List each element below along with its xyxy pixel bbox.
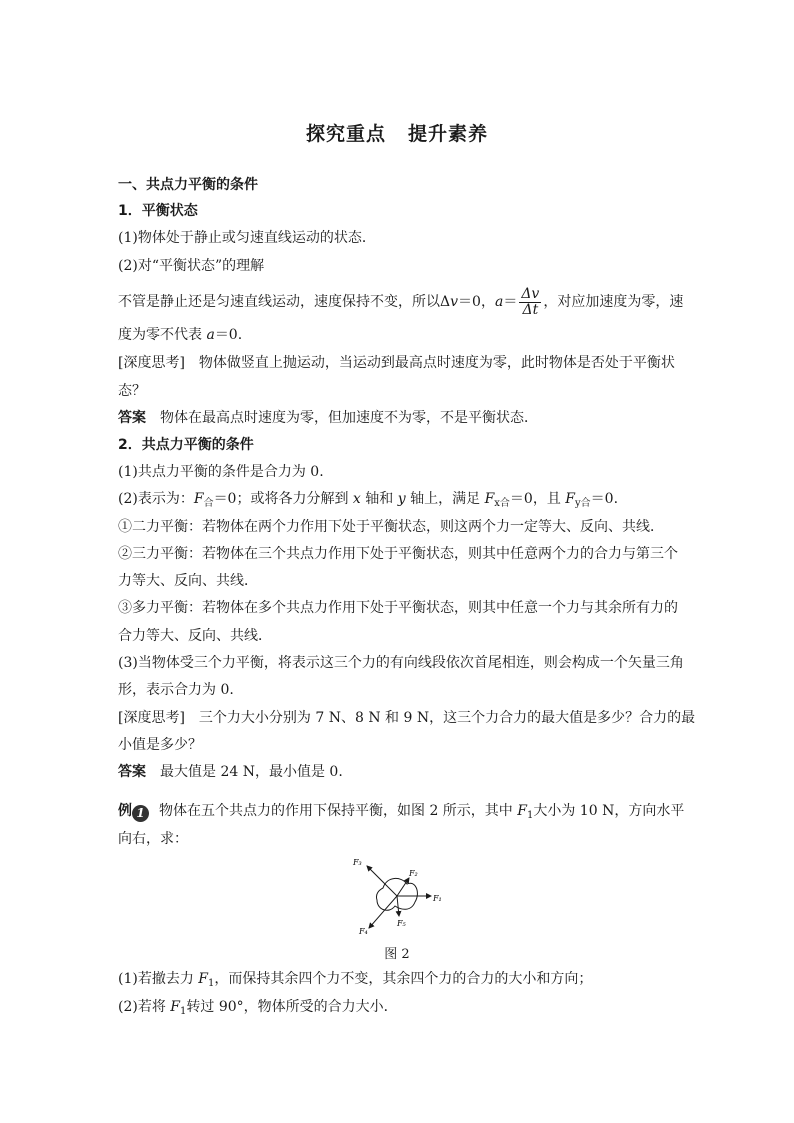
deep-think-2-line1: [深度思考] 三个力大小分别为 7 N、8 N 和 9 N，这三个力合力的最大值是多少？合力的最: [118, 710, 696, 726]
condition-c3: ①二力平衡：若物体在两个力作用下处于平衡状态，则这两个力一定等大、反向、共线．: [118, 519, 664, 535]
question-2: (2)若将 $F_1$转过 90°，物体所受的合力大小．: [118, 999, 398, 1017]
example-1-line1: 例 1 物体在五个共点力的作用下保持平衡，如图 2 所示，其中 $F_1$大小为 10 N，方向水平: [118, 803, 685, 821]
page-title: 探究重点 提升素养: [305, 123, 489, 145]
deep-think-2-line2: 小值是多少？: [118, 737, 202, 753]
condition-c1: (1)共点力平衡的条件是合力为 0.: [118, 464, 324, 480]
fraction-dv-dt: $\frac{\Delta v}{\Delta t}$: [521, 285, 540, 318]
answer-1: 答案 物体在最高点时速度为零，但加速度不为零，不是平衡状态．: [118, 410, 538, 426]
sub2-heading: 2．共点力平衡的条件: [118, 437, 254, 453]
section1-heading: 一、共点力平衡的条件: [118, 177, 258, 193]
condition-c7: 合力等大、反向、共线．: [118, 628, 272, 644]
example-number-badge: 1: [132, 805, 149, 822]
sub1-heading: 1．平衡状态: [118, 203, 198, 219]
condition-c8: (3)当物体受三个力平衡，将表示这三个力的有向线段依次首尾相连，则会构成一个矢量三角: [118, 655, 684, 671]
condition-c5: 力等大、反向、共线．: [118, 573, 258, 589]
f4-arrow: [369, 896, 397, 928]
example-1-line2: 向右，求：: [118, 831, 188, 847]
paragraph-p4: 度为零不代表 a＝0.: [118, 327, 243, 343]
figure-caption: 图 2: [384, 947, 410, 962]
paragraph-p3: 不管是静止还是匀速直线运动，速度保持不变，所以Δv＝0，a＝ $\frac{\Delta v}{\Delta t}$ ，对应加速度为零，速: [118, 285, 684, 318]
condition-c4: ②三力平衡：若物体在三个共点力作用下处于平衡状态，则其中任意两个力的合力与第三个: [118, 546, 678, 562]
condition-c2: (2)表示为：$F_合=0$；或将各力分解到 x 轴和 y 轴上，满足 $F_{x合}=0$，且 $F_{y合}=0$.: [118, 491, 619, 509]
paragraph-p1: (1)物体处于静止或匀速直线运动的状态．: [118, 230, 376, 246]
f5-arrow: [397, 896, 399, 916]
condition-c6: ③多力平衡：若物体在多个共点力作用下处于平衡状态，则其中任意一个力与其余所有力的: [118, 600, 678, 616]
condition-c9: 形，表示合力为 0.: [118, 682, 234, 698]
f1-label: F₁: [433, 894, 442, 903]
deep-think-1-line1: [深度思考] 物体做竖直上抛运动，当运动到最高点时速度为零，此时物体是否处于平衡状: [118, 355, 675, 371]
f4-label: F₄: [359, 927, 368, 936]
force-diagram: [345, 852, 450, 942]
paragraph-p2: (2)对“平衡状态”的理解: [118, 258, 265, 274]
f3-label: F₃: [353, 858, 362, 867]
f2-label: F₂: [409, 869, 418, 878]
object-shape: [376, 878, 417, 910]
f5-label: F₅: [397, 919, 406, 928]
question-1: (1)若撤去力 $F_1$，而保持其余四个力不变，其余四个力的合力的大小和方向；: [118, 971, 593, 989]
answer-2: 答案 最大值是 24 N，最小值是 0.: [118, 764, 343, 780]
f3-arrow: [367, 866, 397, 896]
deep-think-1-line2: 态？: [118, 383, 146, 399]
